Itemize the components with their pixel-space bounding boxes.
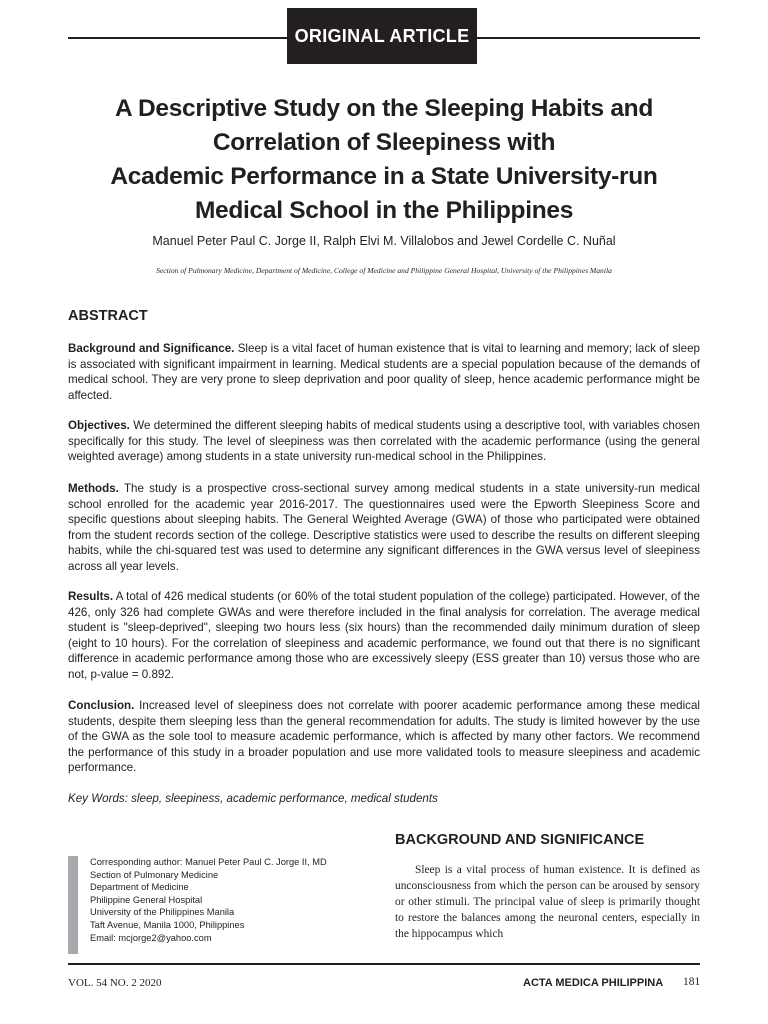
banner-rule-right bbox=[476, 37, 700, 39]
abstract-methods bbox=[68, 481, 700, 574]
abstract-results bbox=[68, 589, 700, 682]
section-text: Increased level of sleepiness does not correlate with poorer academic performance among these medical students, despite them sleeping less than the general recommendation for adults. The study is limited however by the use of the GWA as the sole tool to measure academic performance, which is affected by many other factors. We recommend the performance of this study in a broader population and use more validated tools to measure sleepiness and academic performance. bbox=[68, 699, 700, 774]
title-line: Academic Performance in a State University-run bbox=[110, 163, 658, 190]
correspondence-line: Department of Medicine bbox=[90, 882, 189, 893]
body-text: Sleep is a vital process of human existence. It is defined as unconsciousness from which the person can be aroused by sensory or other stimuli. The principal value of sleep is primarily thought to restore the balances among the neuronal centers, especially in the hippocampus which bbox=[395, 864, 700, 940]
keywords: Key Words: sleep, sleepiness, academic performance, medical students bbox=[68, 792, 438, 805]
footer-rule bbox=[68, 963, 700, 965]
section-label: Conclusion. bbox=[68, 699, 135, 712]
correspondence-line: Section of Pulmonary Medicine bbox=[90, 869, 219, 880]
correspondence-line: Philippine General Hospital bbox=[90, 894, 203, 905]
title-line: A Descriptive Study on the Sleeping Habits and bbox=[114, 95, 653, 122]
correspondence-text bbox=[90, 856, 327, 944]
correspondence-box bbox=[68, 856, 358, 954]
section-text: We determined the different sleeping habits of medical students using a descriptive tool, with variables chosen specifically for this study. The level of sleepiness was then correlated with the academic performance (using the general weighted average) among students in a state university run-medical school in the Philippines. bbox=[68, 419, 700, 463]
correspondence-email: Email: mcjorge2@yahoo.com bbox=[90, 932, 212, 943]
section-text: Sleep is a vital facet of human existence that is vital to learning and memory; lack of sleep is associated with significant impairment in learning. Medical students are a special population because of the demands of medical school. They are very prone to sleep deprivation and poor quality of sleep, hence academic performance might be affected. bbox=[68, 342, 700, 402]
title-line: Correlation of Sleepiness with bbox=[212, 129, 556, 156]
section-text: A total of 426 medical students (or 60% of the total student population of the college) participated. However, of the 426, only 326 had complete GWAs and were therefore included in the final analysis for correlation. The average medical student is "sleep-deprived", sleeping two hours less (six hours) than the recommended daily minimum duration of sleep (eight to 10 hours). For the correlation of sleepiness and academic performance, we found out that there is no significant difference in academic performance among those who are excessively sleepy (ESS greater than 10) versus those who are not, p-value = 0.892. bbox=[68, 590, 700, 681]
abstract-conclusion bbox=[68, 698, 700, 776]
volume-info: VOL. 54 NO. 2 2020 bbox=[68, 977, 162, 989]
abstract-heading: ABSTRACT bbox=[68, 308, 148, 324]
correspondence-bar bbox=[68, 856, 78, 954]
article-type-banner: ORIGINAL ARTICLE bbox=[287, 8, 477, 64]
section-label: Results. bbox=[68, 590, 114, 603]
journal-name: ACTA MEDICA PHILIPPINA bbox=[523, 977, 664, 989]
article-title bbox=[60, 92, 708, 228]
section-label: Methods. bbox=[68, 482, 119, 495]
page-number: 181 bbox=[683, 976, 701, 988]
abstract-objectives bbox=[68, 418, 700, 465]
correspondence-line: Taft Avenue, Manila 1000, Philippines bbox=[90, 919, 245, 930]
author-list: Manuel Peter Paul C. Jorge II, Ralph Elvi M. Villalobos and Jewel Cordelle C. Nuñal bbox=[152, 234, 616, 248]
affiliation: Section of Pulmonary Medicine, Department of Medicine, College of Medicine and Philippine General Hospital, University of the Philippines Manila bbox=[156, 266, 612, 275]
section-label: Objectives. bbox=[68, 419, 130, 432]
title-line: Medical School in the Philippines bbox=[194, 197, 574, 224]
banner-rule-left bbox=[68, 37, 288, 39]
section-text: The study is a prospective cross-sectional survey among medical students in a state university-run medical school enrolled for the academic year 2016-2017. The questionnaires used were the Epworth Sleepiness Score and specific questions about sleeping habits. The General Weighted Average (GWA) of those who participated were obtained from the student records section of the college. Descriptive statistics were used to describe the results on different sleeping habits, while the chi-squared test was used to determine any significant differences in the GWA versus level of sleepiness across all year levels. bbox=[68, 482, 700, 573]
section-heading: BACKGROUND AND SIGNIFICANCE bbox=[395, 832, 645, 848]
abstract-background bbox=[68, 341, 700, 403]
correspondence-line: Corresponding author: Manuel Peter Paul C. Jorge II, MD bbox=[90, 857, 327, 867]
correspondence-line: University of the Philippines Manila bbox=[90, 907, 235, 918]
section-label: Background and Significance. bbox=[68, 342, 235, 355]
